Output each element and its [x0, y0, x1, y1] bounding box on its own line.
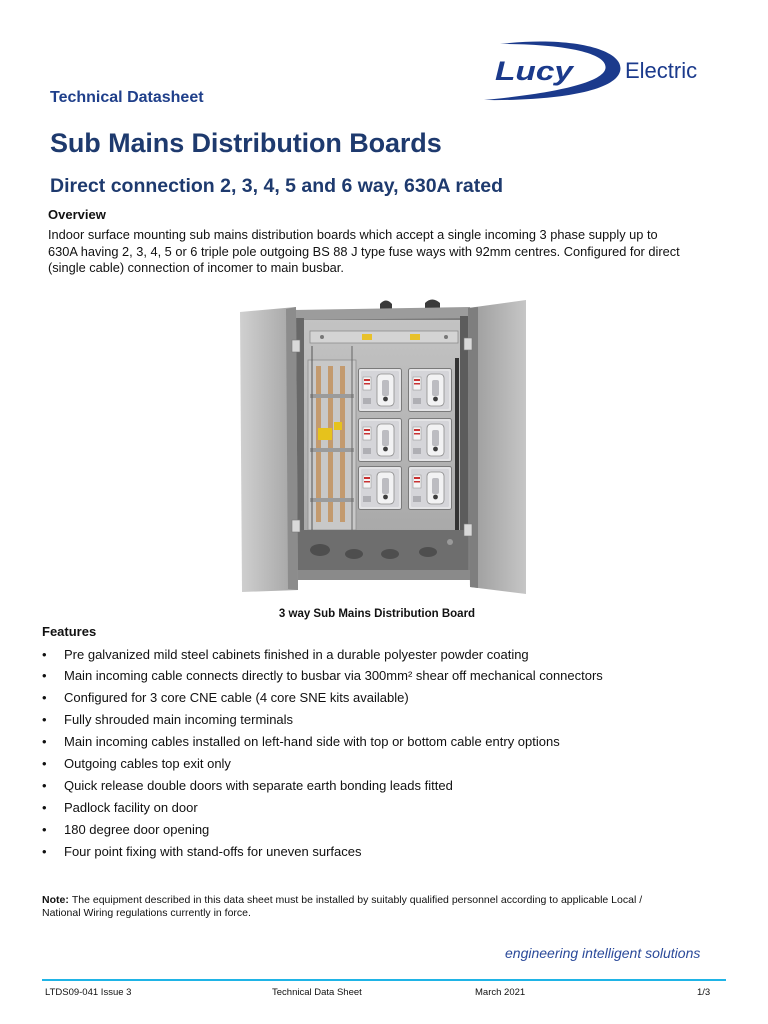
- overview-heading: Overview: [48, 207, 106, 222]
- warning-label: [334, 422, 342, 430]
- list-item-text: Main incoming cable connects directly to busbar via 300mm² shear off mechanical connectors: [64, 668, 603, 684]
- bullet-icon: •: [42, 777, 47, 793]
- list-item: [42, 775, 603, 797]
- list-item: [42, 644, 603, 666]
- note-label: Note:: [42, 894, 69, 906]
- logo-suffix-text: Electric: [625, 58, 698, 83]
- page-title: Sub Mains Distribution Boards: [50, 128, 442, 158]
- figure-caption: 3 way Sub Mains Distribution Board: [278, 608, 476, 620]
- list-item: [42, 709, 603, 731]
- list-item: [42, 797, 603, 819]
- left-door: [240, 307, 300, 592]
- list-item-text: 180 degree door opening: [64, 821, 210, 837]
- bullet-icon: •: [42, 821, 47, 837]
- list-item-text: Padlock facility on door: [64, 799, 198, 815]
- overview-line: Indoor surface mounting sub mains distribution boards which accept a single incoming 3 phase supply up to: [48, 227, 658, 242]
- note-line: National Wiring regulations currently in force.: [42, 907, 251, 919]
- incoming-busbar-section: [308, 346, 356, 530]
- fuse-carrier: [409, 419, 452, 462]
- logo-brand-text: Lucy: [495, 56, 576, 86]
- hinge-icon: [464, 524, 472, 536]
- footer-page-number: 1/3: [697, 987, 711, 998]
- hinge-icon: [464, 338, 472, 350]
- bullet-icon: •: [42, 755, 47, 771]
- right-door: [464, 300, 526, 594]
- list-item-text: Outgoing cables top exit only: [64, 755, 231, 771]
- features-list: [42, 644, 603, 863]
- hinge-icon: [292, 520, 300, 532]
- list-item-text: Quick release double doors with separate earth bonding leads fitted: [64, 777, 453, 793]
- bullet-icon: •: [42, 646, 47, 662]
- footer-document-type: Technical Data Sheet: [272, 987, 362, 998]
- fuse-carrier: [359, 467, 402, 510]
- fuse-carrier: [409, 467, 452, 510]
- fuse-carrier: [409, 369, 452, 412]
- distribution-board-illustration: [238, 298, 528, 600]
- cabinet-bottom-lip: [294, 570, 470, 580]
- brand-tagline: engineering intelligent solutions: [505, 945, 701, 961]
- bullet-icon: •: [42, 690, 47, 706]
- list-item-text: Four point fixing with stand-offs for uneven surfaces: [64, 843, 362, 859]
- list-item: [42, 665, 603, 687]
- bullet-icon: •: [42, 799, 47, 815]
- list-item-text: Pre galvanized mild steel cabinets finished in a durable polyester powder coating: [64, 646, 529, 662]
- bullet-icon: •: [42, 668, 47, 684]
- document-type-label: Technical Datasheet: [50, 89, 204, 106]
- overview-line: (single cable) connection of incomer to main busbar.: [48, 260, 344, 275]
- list-item: [42, 841, 603, 863]
- footer-date: March 2021: [475, 987, 526, 998]
- bullet-icon: •: [42, 712, 47, 728]
- bottom-gland-plate: [296, 530, 468, 574]
- overview-line: 630A having 2, 3, 4, 5 or 6 triple pole outgoing BS 88 J type fuse ways with 92mm centres. Configured for direct: [48, 243, 680, 259]
- list-item-text: Configured for 3 core CNE cable (4 core SNE kits available): [64, 690, 409, 706]
- bullet-icon: •: [42, 843, 47, 859]
- lucy-electric-logo: [478, 34, 724, 104]
- list-item: [42, 687, 603, 709]
- overview-paragraph: [48, 227, 680, 277]
- hinge-icon: [292, 340, 300, 352]
- footer-document-ref: LTDS09-041 Issue 3: [45, 987, 132, 998]
- footer-divider: [42, 979, 726, 981]
- list-item: [42, 819, 603, 841]
- bullet-icon: •: [42, 734, 47, 750]
- note-text: The equipment described in this data sheet must be installed by suitably qualified personnel according to applicable Local /: [71, 894, 643, 906]
- cabinet-top-lip: [294, 307, 470, 320]
- note-line: [42, 894, 642, 907]
- top-busbar-cover: [310, 331, 458, 343]
- list-item-text: Fully shrouded main incoming terminals: [64, 712, 294, 728]
- installation-note: [42, 894, 642, 920]
- list-item: [42, 731, 603, 753]
- right-busbar-strip: [455, 358, 459, 538]
- fuse-carrier: [359, 369, 402, 412]
- features-heading: Features: [42, 624, 97, 639]
- warning-label: [318, 428, 332, 440]
- page-subtitle: Direct connection 2, 3, 4, 5 and 6 way, 630A rated: [50, 175, 504, 197]
- list-item-text: Main incoming cables installed on left-hand side with top or bottom cable entry options: [64, 734, 560, 750]
- fuse-carrier: [359, 419, 402, 462]
- list-item: [42, 753, 603, 775]
